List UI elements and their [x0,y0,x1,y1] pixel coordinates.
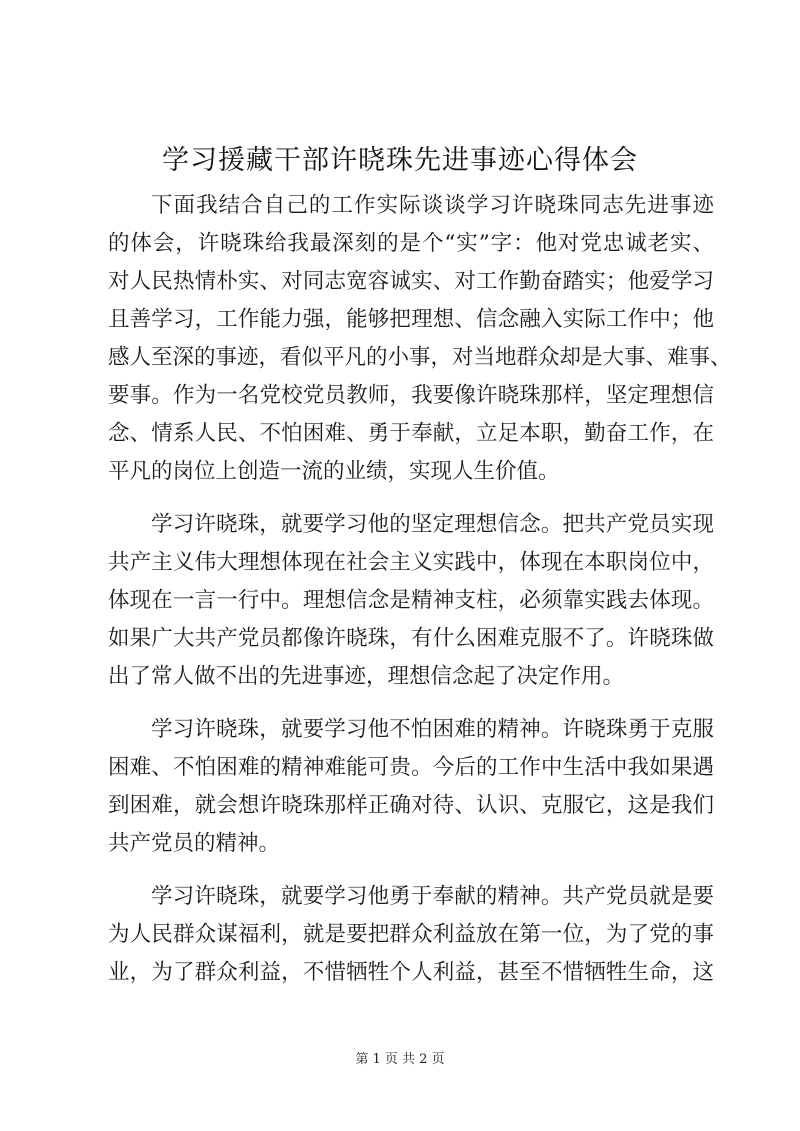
text-line: 共产党员的精神。 [108,831,281,856]
text-line: 学习许晓珠，就要学习他不怕困难的精神。许晓珠勇于克服 [151,717,714,742]
text-line: 要事。作为一名党校党员教师，我要像许晓珠那样，坚定理想信 [108,383,714,408]
text-line: 业，为了群众利益，不惜牺牲个人利益，甚至不惜牺牲生命，这 [108,960,714,985]
paragraph [108,507,714,697]
text-line: 念、情系人民、不怕困难、勇于奉献，立足本职，勤奋工作，在 [108,421,714,446]
document-body [108,188,732,1008]
text-line: 的体会，许晓珠给我最深刻的是个“实”字：他对党忠诚老实、 [108,231,714,256]
text-line: 如果广大共产党员都像许晓珠，有什么困难克服不了。许晓珠做 [108,626,714,651]
paragraph [108,879,714,993]
text-line: 且善学习，工作能力强，能够把理想、信念融入实际工作中；他 [108,307,714,332]
document-title: 学习援藏干部许晓珠先进事迹心得体会 [162,145,638,176]
text-line: 感人至深的事迹，看似平凡的小事，对当地群众却是大事、难事、 [108,345,732,370]
text-line: 到困难，就会想许晓珠那样正确对待、认识、克服它，这是我们 [108,793,714,818]
text-line: 体现在一言一行中。理想信念是精神支柱，必须靠实践去体现。 [108,588,714,613]
text-line: 对人民热情朴实、对同志宽容诚实、对工作勤奋踏实；他爱学习 [108,269,714,294]
text-line: 出了常人做不出的先进事迹，理想信念起了决定作用。 [108,664,625,689]
text-line: 下面我结合自己的工作实际谈谈学习许晓珠同志先进事迹 [151,193,714,218]
text-line: 共产主义伟大理想体现在社会主义实践中，体现在本职岗位中， [108,550,714,575]
text-line: 困难、不怕困难的精神难能可贵。今后的工作中生活中我如果遇 [108,755,714,780]
text-line: 平凡的岗位上创造一流的业绩，实现人生价值。 [108,459,560,484]
page-footer: 第 1 页 共 2 页 [355,1052,445,1067]
text-line: 为人民群众谋福利，就是要把群众利益放在第一位，为了党的事 [108,922,714,947]
text-line: 学习许晓珠，就要学习他勇于奉献的精神。共产党员就是要 [151,884,714,909]
paragraph [108,712,714,864]
paragraph [108,188,732,492]
text-line: 学习许晓珠，就要学习他的坚定理想信念。把共产党员实现 [151,512,714,537]
